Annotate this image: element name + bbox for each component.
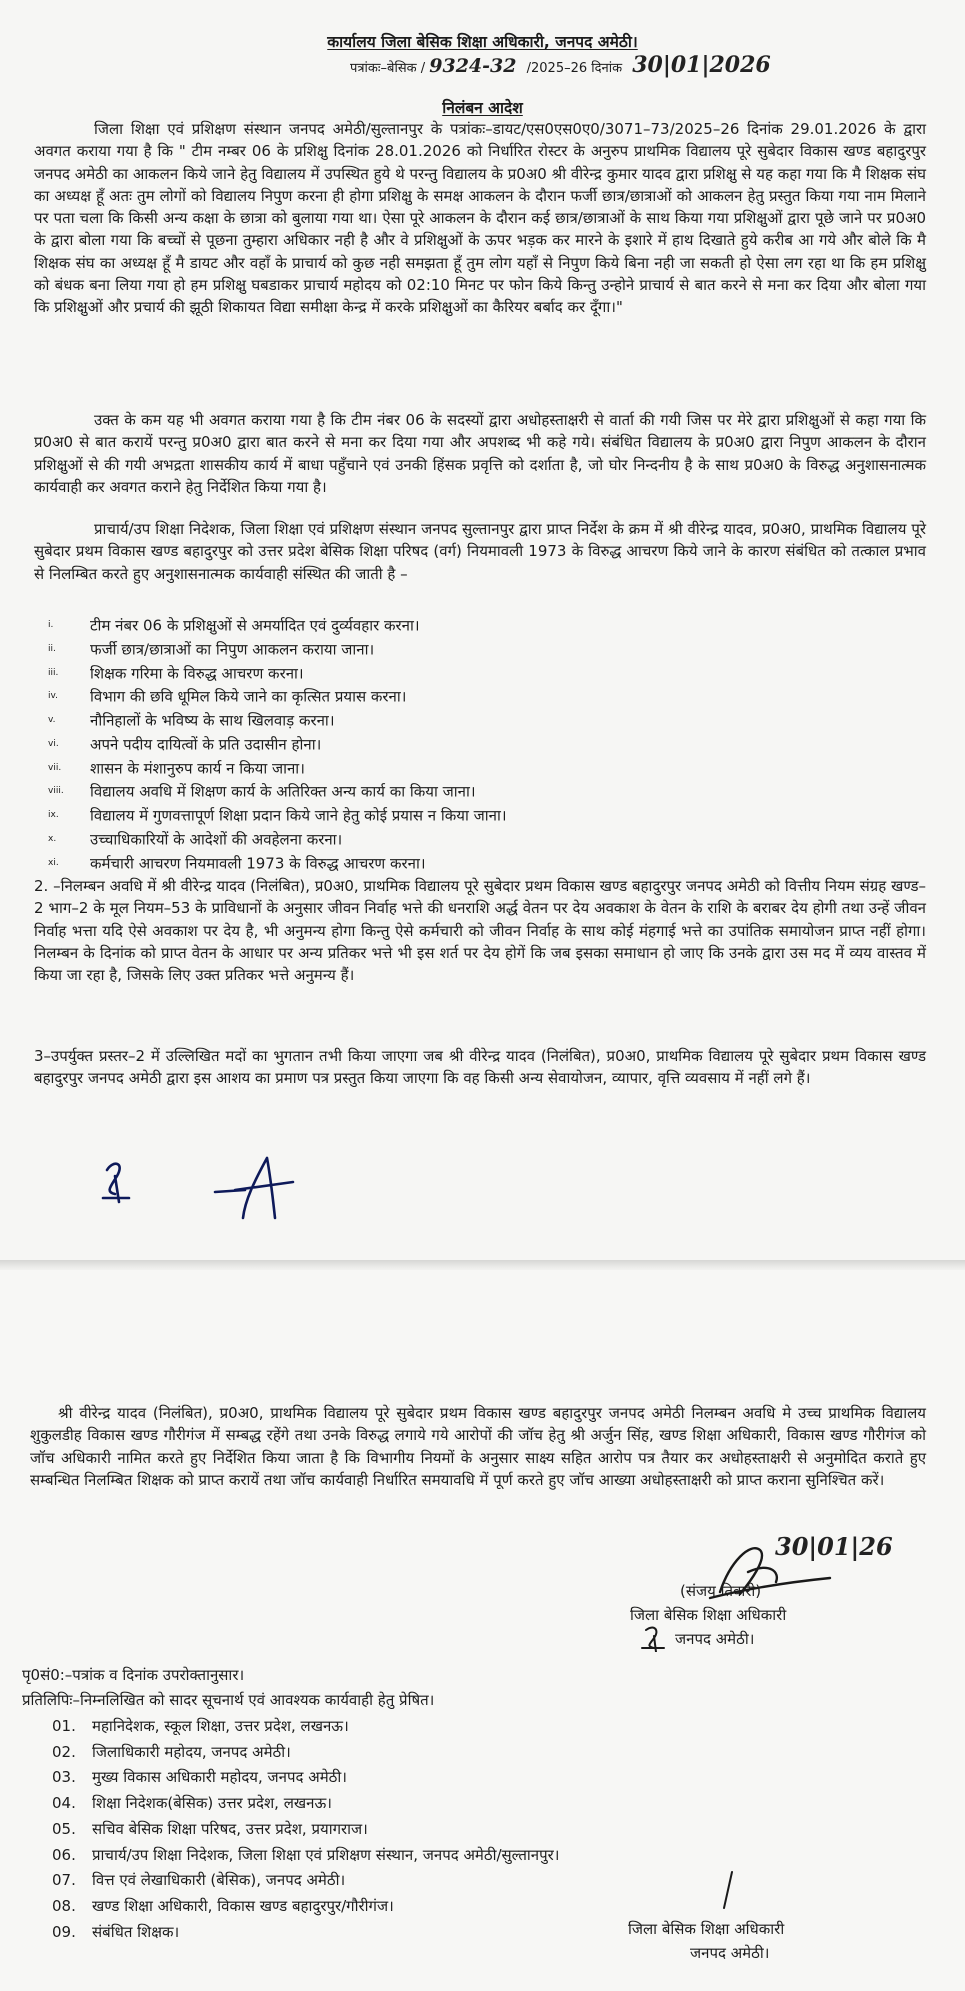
charge-item: x. उच्चाधिकारियों के आदेशों की अवहेलना करना। bbox=[48, 830, 343, 848]
signature-stroke bbox=[718, 1868, 738, 1912]
copy-item: 07. वित्त एवं लेखाधिकारी (बेसिक), जनपद अमेठी। bbox=[52, 1871, 346, 1890]
signatory-name: (संजय तिवारी) bbox=[680, 1582, 762, 1600]
copy-item: 03. मुख्य विकास अधिकारी महोदय, जनपद अमेठी। bbox=[52, 1768, 347, 1787]
paragraph-follow-up: उक्त के कम यह भी अवगत कराया गया है कि टीम नंबर 06 के सदस्यों द्वारा अधोहस्ताक्षरी से वार्ता की गयी जिस पर मेरे द्वारा प्रशिक्षुओं से कहा गया कि प्र0अ0 से बात करायें परन्तु प्र0अ0 द्वारा बात करने से मना कर दिया गया और अपशब्द भी कहे गये। संबंधित विद्यालय के प्र0अ0 द्वारा निपुण आकलन के दौरान प्रशिक्षुओं से की गयी अभद्रता शासकीय कार्य में बाधा पहुँचाने एवं उनकी हिंसक प्रवृत्ति को दर्शाता है, जो घोर निन्दनीय है के साथ प्र0अ0 के विरुद्ध अनुशासनात्मक कार्यवाही कर अवगत कराने हेतु निर्देशित किया गया है। bbox=[34, 411, 926, 496]
paragraph-suspension-order: प्राचार्य/उप शिक्षा निदेशक, जिला शिक्षा एवं प्रशिक्षण संस्थान जनपद सुल्तानपुर द्वारा प्राप्त निर्देश के क्रम में श्री वीरेन्द्र यादव, प्र0अ0, प्राथमिक विद्यालय पूरे सुबेदार प्रथम विकास खण्ड बहादुरपुर को उत्तर प्रदेश बेसिक शिक्षा परिषद (वर्ग) नियमावली 1973 के विरुद्ध आचरण किये जाने के कारण संबंधित को तत्काल प्रभाव से निलम्बित करते हुए अनुशासनात्मक कार्यवाही संस्थित की जाती है – bbox=[34, 520, 926, 583]
initials-signatures bbox=[95, 1140, 355, 1230]
paragraph-report: जिला शिक्षा एवं प्रशिक्षण संस्थान जनपद अमेठी/सुल्तानपुर के पत्रांकः–डायट/एस0एस0ए0/3071–73/2025–26 दिनांक 29.01.2026 के द्वारा अवगत कराया गया है कि " टीम नम्बर 06 के प्रशिक्षु दिनांक 28.01.2026 को निर्धारित रोस्टर के अनुरुप प्राथमिक विद्यालय पूरे सुबेदार विकास खण्ड बहादुरपुर जनपद अमेठी का आकलन किये जाने हेतु विद्यालय में उपस्थित हुये थे परन्तु विद्यालय के प्र0अ0 श्री वीरेन्द्र कुमार यादव द्वारा प्रशिक्षु से यह कहा गया कि मै शिक्षक संघ का अध्यक्ष हूँ अतः तुम लोगों को विद्यालय निपुण करना ही होगा प्रशिक्षु के समक्ष आकलन के दौरान फर्जी छात्र/छात्राओं को आकलन हेतु प्रस्तुत किया गया नाम मिलाने पर पता चला कि किसी अन्य कक्षा के छात्रा को बुलाया गया था। ऐसा पूरे आकलन के दौरान कई छात्र/छात्राओं के साथ किया गया प्रशिक्षुओं द्वारा पूछे जाने पर प्र0अ0 के द्वारा बोला गया कि बच्चों से पूछना तुम्हारा अधिकार नही है और वे प्रशिक्षुओं के ऊपर भड़क कर मारने के इशारे में हाथ दिखाते हुये करीब आ गये और बोले कि मै शिक्षक संघ का अध्यक्ष हूँ मै डायट और वहाँ के प्राचार्य को कुछ नही समझता हूँ तुम लोग यहाँ से निपुण किये बिना नही जा सकती हो ऐसा लग रहा था कि हम प्रशिक्षु को बंधक बना लिया गया हो हम प्रशिक्षु घबडाकर प्राचार्य महोदय को 02:10 मिनट पर फोन किये किन्तु उन्होने प्राचार्य से बात करने से मना कर दिया और बोला गया कि प्रशिक्षुओं और प्रचार्य की झूठी शिकायत विद्या समीक्षा केन्द्र में करके प्रशिक्षुओं का कैरियर बर्बाद कर दूँगा।" bbox=[34, 120, 926, 317]
paragraph-attachment-inquiry: श्री वीरेन्द्र यादव (निलंबित), प्र0अ0, प्राथमिक विद्यालय पूरे सुबेदार प्रथम विकास खण्ड बहादुरपुर जनपद अमेठी निलम्बन अवधि मे उच्च प्राथमिक विद्यालय शुकुलडीह विकास खण्ड गौरीगंज में सम्बद्ध रहेंगे तथा उनके विरुद्ध लगाये गये आरोपों की जॉच हेतु श्री अर्जुन सिंह, खण्ड शिक्षा अधिकारी, विकास खण्ड गौरीगंज को जॉच अधिकारी नामित करते हुए निर्देशित किया जाता है कि विभागीय नियमों के अनुसार साक्ष्य सहित आरोप पत्र तैयार कर अधोहस्ताक्षरी से अनुमोदित कराते हुए सम्बन्धित निलम्बित शिक्षक को प्राप्त करायें तथा जॉच कार्यवाही निर्धारित समयावधि में पूर्ण करते हुए जॉच आख्या अधोहस्ताक्षरी को प्राप्त कराना सुनिश्चित करें। bbox=[30, 1404, 926, 1489]
paragraph-certificate-condition: 3–उपर्युक्त प्रस्तर–2 में उल्लिखित मदों का भुगतान तभी किया जाएगा जब श्री वीरेन्द्र यादव (निलंबित), प्र0अ0, प्राथमिक विद्यालय पूरे सुबेदार प्रथम विकास खण्ड बहादुरपुर जनपद अमेठी द्वारा इस आशय का प्रमाण पत्र प्रस्तुत किया जाएगा कि वह किसी अन्य सेवायोजन, व्यापार, वृत्ति व्यवसाय में नहीं लगे हैं। bbox=[34, 1047, 926, 1088]
copy-to-list bbox=[52, 1714, 559, 1945]
charge-item: i. टीम नंबर 06 के प्रशिक्षुओं से अमर्यादित एवं दुर्व्यवहार करना। bbox=[48, 616, 420, 635]
copy-item: 04. शिक्षा निदेशक(बेसिक) उत्तर प्रदेश, लखनऊ। bbox=[52, 1794, 332, 1813]
ref-prefix: पत्रांकः–बेसिक / bbox=[350, 61, 426, 76]
charges-list bbox=[48, 614, 507, 875]
copy-item: 01. महानिदेशक, स्कूल शिक्षा, उत्तर प्रदेश, लखनऊ। bbox=[52, 1717, 349, 1735]
charge-item: iii. शिक्षक गरिमा के विरुद्ध आचरण करना। bbox=[48, 663, 304, 682]
document-page-2 bbox=[0, 1270, 965, 1991]
endorsement-reference: पृ0सं0:–पत्रांक व दिनांक उपरोक्तानुसार। bbox=[22, 1666, 245, 1684]
charge-item: vi. अपने पदीय दायित्वों के प्रति उदासीन होना। bbox=[48, 735, 322, 753]
reference-line bbox=[350, 52, 771, 78]
paragraph-subsistence-allowance: 2. –निलम्बन अवधि में श्री वीरेन्द्र यादव (निलंबित), प्र0अ0, प्राथमिक विद्यालय पूरे सुबेदार प्रथम विकास खण्ड बहादुरपुर जनपद अमेठी को वित्तीय नियम संग्रह खण्ड–2 भाग–2 के मूल नियम–53 के प्राविधानों के अनुसार जीवन निर्वाह भत्ते की धनराशि अर्द्ध वेतन पर देय अवकाश के वेतन के राशि के बराबर देय होगी तथा उन्हें जीवन निर्वाह भत्ता यदि ऐसे अवकाश पर देय है, भी अनुमन्य होगा किन्तु ऐसे कर्मचारी को जीवन निर्वाह के साथ कोई मंहगाई भत्ते का उपांतिक समायोजन प्राप्त नहीं होगा। निलम्बन के दिनांक को प्राप्त वेतन के आधार पर अन्य प्रतिकर भत्ते भी इस शर्त पर देय होगें कि जब इसका समाधान हो जाए कि उनके द्वारा उस मद में व्यय वास्तव में किया जा रहा है, जिसके लिए उक्त प्रतिकर भत्ते अनुमन्य हैं। bbox=[34, 877, 926, 985]
ref-number-handwritten: 9324-32 bbox=[429, 55, 517, 77]
charge-item: xi. कर्मचारी आचरण नियमावली 1973 के विरुद्ध आचरण करना। bbox=[48, 853, 426, 872]
charge-item: vii. शासन के मंशानुरुप कार्य न किया जाना। bbox=[48, 758, 305, 777]
copy-item: 09. संबंधित शिक्षक। bbox=[52, 1922, 180, 1941]
ref-suffix: /2025–26 दिनांक bbox=[526, 61, 623, 76]
charge-item: iv. विभाग की छवि धूमिल किये जाने का कृत्सित प्रयास करना। bbox=[48, 687, 407, 706]
office-heading: कार्यालय जिला बेसिक शिक्षा अधिकारी, जनपद अमेठी। bbox=[327, 33, 638, 51]
copy-item: 02. जिलाधिकारी महोदय, जनपद अमेठी। bbox=[52, 1742, 291, 1761]
copy-signatory-designation: जिला बेसिक शिक्षा अधिकारी bbox=[628, 1920, 785, 1938]
charge-item: viii. विद्यालय अवधि में शिक्षण कार्य के अतिरिक्त अन्य कार्य का किया जाना। bbox=[48, 782, 476, 801]
office-header bbox=[0, 30, 965, 52]
charge-item: v. नौनिहालों के भविष्य के साथ खिलवाड़ करना। bbox=[48, 711, 335, 730]
copy-to-intro: प्रतिलिपिः–निम्नलिखित को सादर सूचनार्थ एवं आवश्यक कार्यवाही हेतु प्रेषित। bbox=[22, 1691, 435, 1709]
copy-item: 05. सचिव बेसिक शिक्षा परिषद, उत्तर प्रदेश, प्रयागराज। bbox=[52, 1819, 368, 1838]
copy-item: 08. खण्ड शिक्षा अधिकारी, विकास खण्ड बहादुरपुर/गौरीगंज। bbox=[52, 1896, 394, 1915]
order-title: निलंबन आदेश bbox=[442, 99, 523, 117]
charge-item: ii. फर्जी छात्र/छात्राओं का निपुण आकलन कराया जाना। bbox=[48, 640, 375, 658]
signatory-district: जनपद अमेठी। bbox=[675, 1630, 755, 1648]
signatory-designation: जिला बेसिक शिक्षा अधिकारी bbox=[630, 1606, 787, 1624]
signature-date-handwritten: 30|01|26 bbox=[775, 1532, 893, 1561]
order-title-wrap bbox=[0, 96, 965, 118]
copy-signatory-district: जनपद अमेठी। bbox=[690, 1944, 770, 1962]
charge-item: ix. विद्यालय में गुणवत्तापूर्ण शिक्षा प्रदान किये जाने हेतु कोई प्रयास न किया जाना। bbox=[48, 806, 507, 825]
date-handwritten: 30|01|2026 bbox=[632, 52, 771, 78]
initials-mark bbox=[638, 1622, 674, 1652]
copy-item: 06. प्राचार्य/उप शिक्षा निदेशक, जिला शिक्षा एवं प्रशिक्षण संस्थान, जनपद अमेठी/सुल्तानपुर। bbox=[52, 1845, 560, 1864]
